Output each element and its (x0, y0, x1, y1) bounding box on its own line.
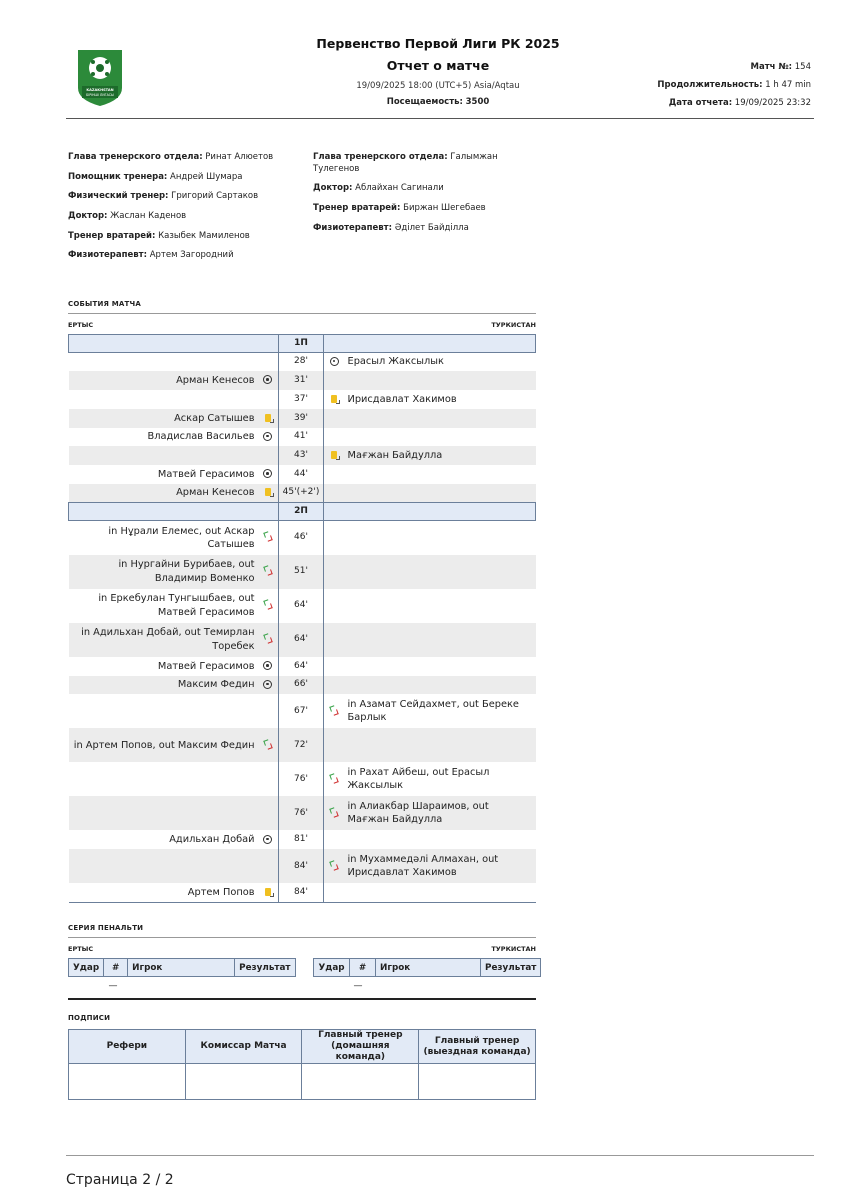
yellow-card-icon (265, 414, 271, 422)
staff-role: Помощник тренера: (68, 171, 168, 182)
event-minute: 64' (279, 623, 324, 657)
event-row (69, 371, 536, 390)
event-text: in Алиакбар Шараимов, out Мағжан Байдулла (347, 800, 489, 826)
event-minute: 28' (279, 353, 324, 372)
match-meta (657, 62, 811, 116)
substitution-icon (329, 808, 339, 818)
event-row (69, 762, 536, 796)
event-text: in Азамат Сейдахмет, out Береке Барлык (347, 698, 519, 724)
events-home-team: ЕРТЫС (68, 321, 94, 329)
event-text: Владислав Васильев (147, 431, 255, 443)
event-row (69, 728, 536, 762)
pen-col-shot: Удар (69, 959, 104, 977)
substitution-icon (263, 532, 273, 542)
goal-ball-icon (263, 432, 272, 441)
event-text: Мағжан Байдулла (347, 450, 443, 462)
staff-row (68, 231, 298, 243)
substitution-icon (263, 740, 273, 750)
yellow-card-icon (265, 488, 271, 496)
report-date: Дата отчета: 19/09/2025 23:32 (668, 98, 811, 108)
event-minute: 72' (279, 728, 324, 762)
event-text: Матвей Герасимов (157, 468, 255, 480)
event-text: Матвей Герасимов (157, 660, 255, 672)
staff-role: Глава тренерского отдела: (68, 152, 203, 162)
event-row (69, 555, 536, 589)
pen-col-result: Результат (235, 959, 295, 977)
match-events-table (68, 334, 536, 903)
logo-text-2: БІРІНШІ ЛИГАСЫ (86, 93, 114, 97)
event-row (69, 676, 536, 695)
event-row (69, 694, 536, 728)
event-text: Ерасыл Жаксылык (347, 356, 444, 368)
event-minute: 43' (279, 446, 324, 465)
event-minute: 51' (279, 555, 324, 589)
staff-role: Доктор: (313, 183, 353, 194)
substitution-icon (263, 566, 273, 576)
signatures-table (68, 1029, 536, 1100)
goal-ball-icon (263, 661, 272, 670)
substitution-icon (329, 861, 339, 871)
event-text: Артем Попов (187, 886, 255, 898)
staff-row (68, 250, 298, 262)
period-header-row (69, 335, 536, 353)
event-minute: 41' (279, 428, 324, 447)
substitution-icon (329, 706, 339, 716)
staff-name: Григорий Сартаков (171, 191, 259, 202)
home-staff-list (68, 152, 298, 270)
event-text: Арман Кенесов (176, 374, 255, 386)
attendance: Посещаемость: 3500 (386, 97, 490, 107)
events-section-divider (68, 313, 536, 314)
event-row (69, 390, 536, 409)
event-row (69, 409, 536, 428)
page-number: Страница 2 / 2 (66, 1172, 174, 1188)
event-row (69, 589, 536, 623)
staff-row (313, 203, 513, 215)
event-text: Максим Федин (177, 679, 255, 691)
staff-role: Тренер вратарей: (68, 230, 156, 241)
goal-ball-icon (263, 835, 272, 844)
sign-col-referee: Рефери (69, 1030, 186, 1064)
event-row (69, 353, 536, 372)
penalties-section-divider (68, 937, 536, 938)
sign-col-home-coach: Главный тренер (домашняя команда) (302, 1030, 419, 1064)
header-divider (66, 118, 814, 119)
goal-ball-icon (263, 680, 272, 689)
event-minute: 31' (279, 371, 324, 390)
signatures-section-title: ПОДПИСИ (68, 1014, 111, 1022)
staff-row (313, 223, 513, 235)
staff-name: Андрей Шумара (170, 171, 243, 182)
event-row (69, 623, 536, 657)
penalties-bottom-rule (68, 998, 536, 1000)
goal-ball-icon (330, 357, 339, 366)
staff-name: Әділет Байділла (394, 222, 469, 233)
event-minute: 84' (279, 849, 324, 883)
match-number: Матч №: 154 (750, 62, 811, 72)
pen-empty: — (353, 981, 363, 992)
goal-ball-icon (263, 375, 272, 384)
event-minute: 39' (279, 409, 324, 428)
pen-col-number: # (104, 959, 128, 977)
report-header (240, 36, 636, 108)
event-text: Ирисдавлат Хакимов (347, 393, 457, 405)
home-penalty-table (68, 958, 296, 996)
penalties-home-team: ЕРТЫС (68, 945, 94, 953)
sign-box-referee (69, 1064, 186, 1100)
penalties-section-title: СЕРИЯ ПЕНАЛЬТИ (68, 924, 144, 932)
event-text: in Нургайни Бурибаев, out Владимир Воменко (118, 559, 255, 584)
event-text: Арман Кенесов (176, 487, 255, 499)
staff-name: Аблайхан Сагинали (355, 183, 444, 194)
away-staff-list (313, 152, 513, 242)
staff-row (68, 191, 298, 203)
yellow-card-icon (331, 395, 337, 403)
event-row (69, 796, 536, 830)
staff-name: Ринат Алюетов (205, 152, 274, 162)
event-text: in Мухаммедәлі Алмахан, out Ирисдавлат Хакимов (347, 853, 499, 879)
sign-box-away-coach (419, 1064, 536, 1100)
event-minute: 84' (279, 883, 324, 902)
staff-name: Казыбек Мамиленов (158, 230, 250, 241)
event-text: in Адильхан Добай, out Темирлан Торебек (81, 627, 255, 652)
event-minute: 67' (279, 694, 324, 728)
league-logo (74, 48, 126, 108)
report-title: Первенство Первой Лиги РК 2025 (316, 36, 560, 51)
event-minute: 46' (279, 521, 324, 555)
pen-col-shot: Удар (314, 959, 350, 977)
pen-col-player: Игрок (128, 959, 235, 977)
staff-role: Физический тренер: (68, 191, 169, 202)
event-row (69, 446, 536, 465)
staff-role: Физиотерапевт: (313, 222, 392, 233)
staff-row (313, 152, 513, 175)
staff-name: Биржан Шегебаев (403, 202, 486, 213)
substitution-icon (263, 634, 273, 644)
event-row (69, 465, 536, 484)
sign-col-commissioner: Комиссар Матча (185, 1030, 302, 1064)
staff-row (68, 211, 298, 223)
staff-row (68, 172, 298, 184)
staff-name: Жаслан Каденов (110, 211, 187, 222)
period-header-row (69, 503, 536, 521)
events-away-team: ТУРКИСТАН (491, 321, 536, 329)
period-label: 2П (279, 503, 324, 521)
event-minute: 45'(+2') (279, 484, 324, 503)
footer-divider (66, 1155, 814, 1156)
event-minute: 37' (279, 390, 324, 409)
pen-col-result: Результат (481, 959, 541, 977)
event-row (69, 849, 536, 883)
staff-row (313, 183, 513, 195)
event-row (69, 428, 536, 447)
sign-box-home-coach (302, 1064, 419, 1100)
yellow-card-icon (265, 888, 271, 896)
away-penalty-table (313, 958, 541, 996)
substitution-icon (329, 774, 339, 784)
event-minute: 81' (279, 830, 324, 849)
event-text: Адильхан Добай (169, 834, 255, 846)
sign-box-commissioner (185, 1064, 302, 1100)
pen-col-number: # (350, 959, 376, 977)
pen-empty: — (108, 981, 118, 992)
staff-name: Галымжан Тулегенов (313, 152, 498, 174)
event-minute: 76' (279, 762, 324, 796)
event-row (69, 484, 536, 503)
event-row (69, 521, 536, 555)
event-text: in Нұрали Елемес, out Аскар Сатышев (108, 525, 255, 551)
event-minute: 64' (279, 657, 324, 676)
event-minute: 66' (279, 676, 324, 695)
substitution-icon (263, 600, 273, 610)
period-label: 1П (279, 335, 324, 353)
event-row (69, 883, 536, 902)
event-text: in Артем Попов, out Максим Федин (73, 739, 255, 751)
goal-ball-icon (263, 469, 272, 478)
yellow-card-icon (331, 451, 337, 459)
penalties-away-team: ТУРКИСТАН (491, 945, 536, 953)
staff-role: Физиотерапевт: (68, 250, 147, 261)
pen-col-player: Игрок (376, 959, 481, 977)
staff-role: Тренер вратарей: (313, 202, 401, 213)
logo-text-1: KAZAKHSTAN (86, 88, 114, 92)
staff-role: Доктор: (68, 211, 108, 222)
event-minute: 76' (279, 796, 324, 830)
event-text: in Еркебулан Тунгышбаев, out Матвей Герасимов (98, 593, 255, 618)
staff-role: Глава тренерского отдела: (313, 152, 448, 162)
report-subtitle: Отчет о матче (386, 58, 490, 73)
sign-col-away-coach: Главный тренер (выездная команда) (419, 1030, 536, 1064)
event-minute: 44' (279, 465, 324, 484)
event-text: in Рахат Айбеш, out Ерасыл Жаксылык (347, 766, 490, 792)
staff-row (68, 152, 298, 164)
match-datetime: 19/09/2025 18:00 (UTC+5) Asia/Aqtau (356, 81, 520, 91)
event-minute: 64' (279, 589, 324, 623)
event-row (69, 657, 536, 676)
match-duration: Продолжительность: 1 h 47 min (657, 80, 811, 90)
event-row (69, 830, 536, 849)
event-text: Аскар Сатышев (174, 412, 255, 424)
events-section-title: СОБЫТИЯ МАТЧА (68, 300, 141, 308)
staff-name: Артем Загородний (149, 250, 234, 261)
